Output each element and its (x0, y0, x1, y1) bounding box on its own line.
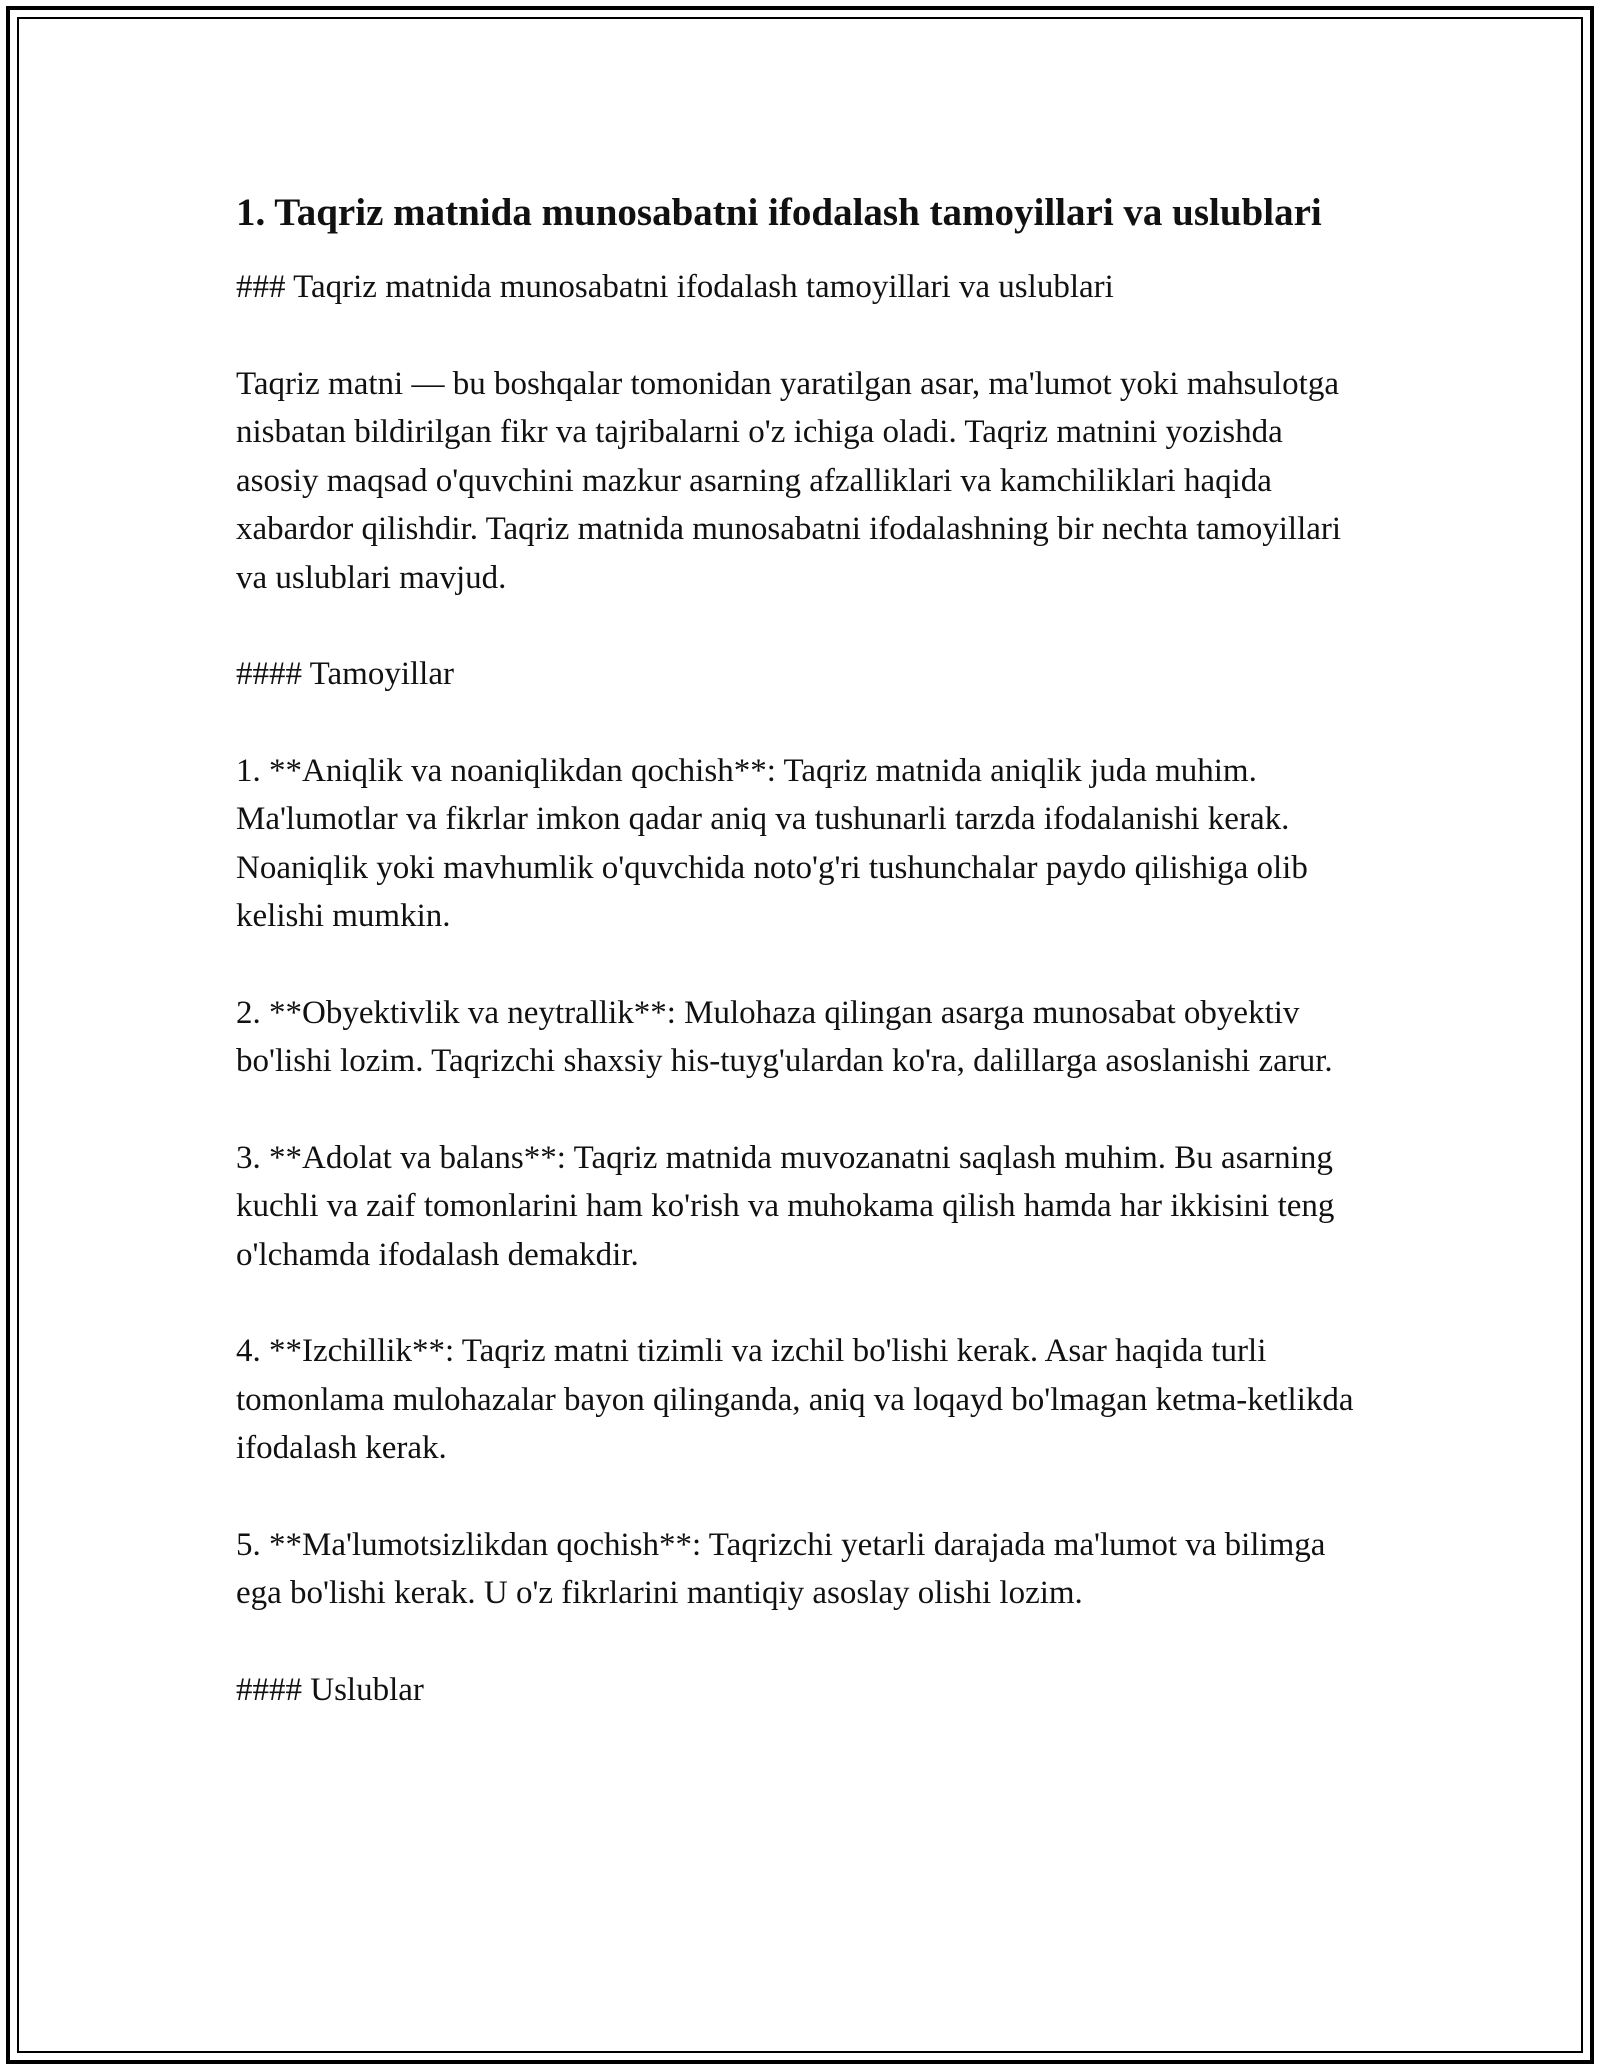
section-heading-uslublar: #### Uslublar (236, 1671, 424, 1708)
subheading-markdown: ### Taqriz matnida munosabatni ifodalash tamoyillari va uslublari (236, 269, 1114, 305)
principle-item-2: 2. **Obyektivlik va neytrallik**: Mulohaza qilingan asarga munosabat obyektiv bo'lishi lozim. Taqrizchi shaxsiy his-tuyg'ulardan ko'ra, dalillarga asoslanishi zarur. (236, 994, 1333, 1079)
principle-item-5: 5. **Ma'lumotsizlikdan qochish**: Taqrizchi yetarli darajada ma'lumot va bilimga ega bo'lishi kerak. U o'z fikrlarini mantiqiy asoslay olishi lozim. (236, 1526, 1326, 1611)
principle-item-4: 4. **Izchillik**: Taqriz matni tizimli va izchil bo'lishi kerak. Asar haqida turli tomonlama mulohazalar bayon qilinganda, aniq va loqayd bo'lmagan ketma-ketlikda ifodalash kerak. (236, 1333, 1354, 1466)
section-heading-tamoyillar: #### Tamoyillar (236, 656, 454, 692)
document-title: 1. Taqriz matnida munosabatni ifodalash tamoyillari va uslublari (236, 191, 1322, 234)
document-body (236, 186, 1366, 1762)
intro-paragraph: Taqriz matni — bu boshqalar tomonidan yaratilgan asar, ma'lumot yoki mahsulotga nisbatan bildirilgan fikr va tajribalarni o'z ichiga oladi. Taqriz matnini yozishda asosiy maqsad o'quvchini mazkur asarning afzalliklari va kamchiliklari haqida xabardor qilishdir. Taqriz matnida munosabatni ifodalashning bir nechta tamoyillari va uslublari mavjud. (236, 365, 1342, 596)
principle-item-3: 3. **Adolat va balans**: Taqriz matnida muvozanatni saqlash muhim. Bu asarning kuchli va zaif tomonlarini ham ko'rish va muhokama qilish hamda har ikkisini teng o'lchamda ifodalash demakdir. (236, 1139, 1335, 1273)
principle-item-1: 1. **Aniqlik va noaniqlikdan qochish**: Taqriz matnida aniqlik juda muhim. Ma'lumotlar va fikrlar imkon qadar aniq va tushunarli tarzda ifodalanishi kerak. Noaniqlik yoki mavhumlik o'quvchida noto'g'ri tushunchalar paydo qilishiga olib kelishi mumkin. (236, 752, 1308, 934)
